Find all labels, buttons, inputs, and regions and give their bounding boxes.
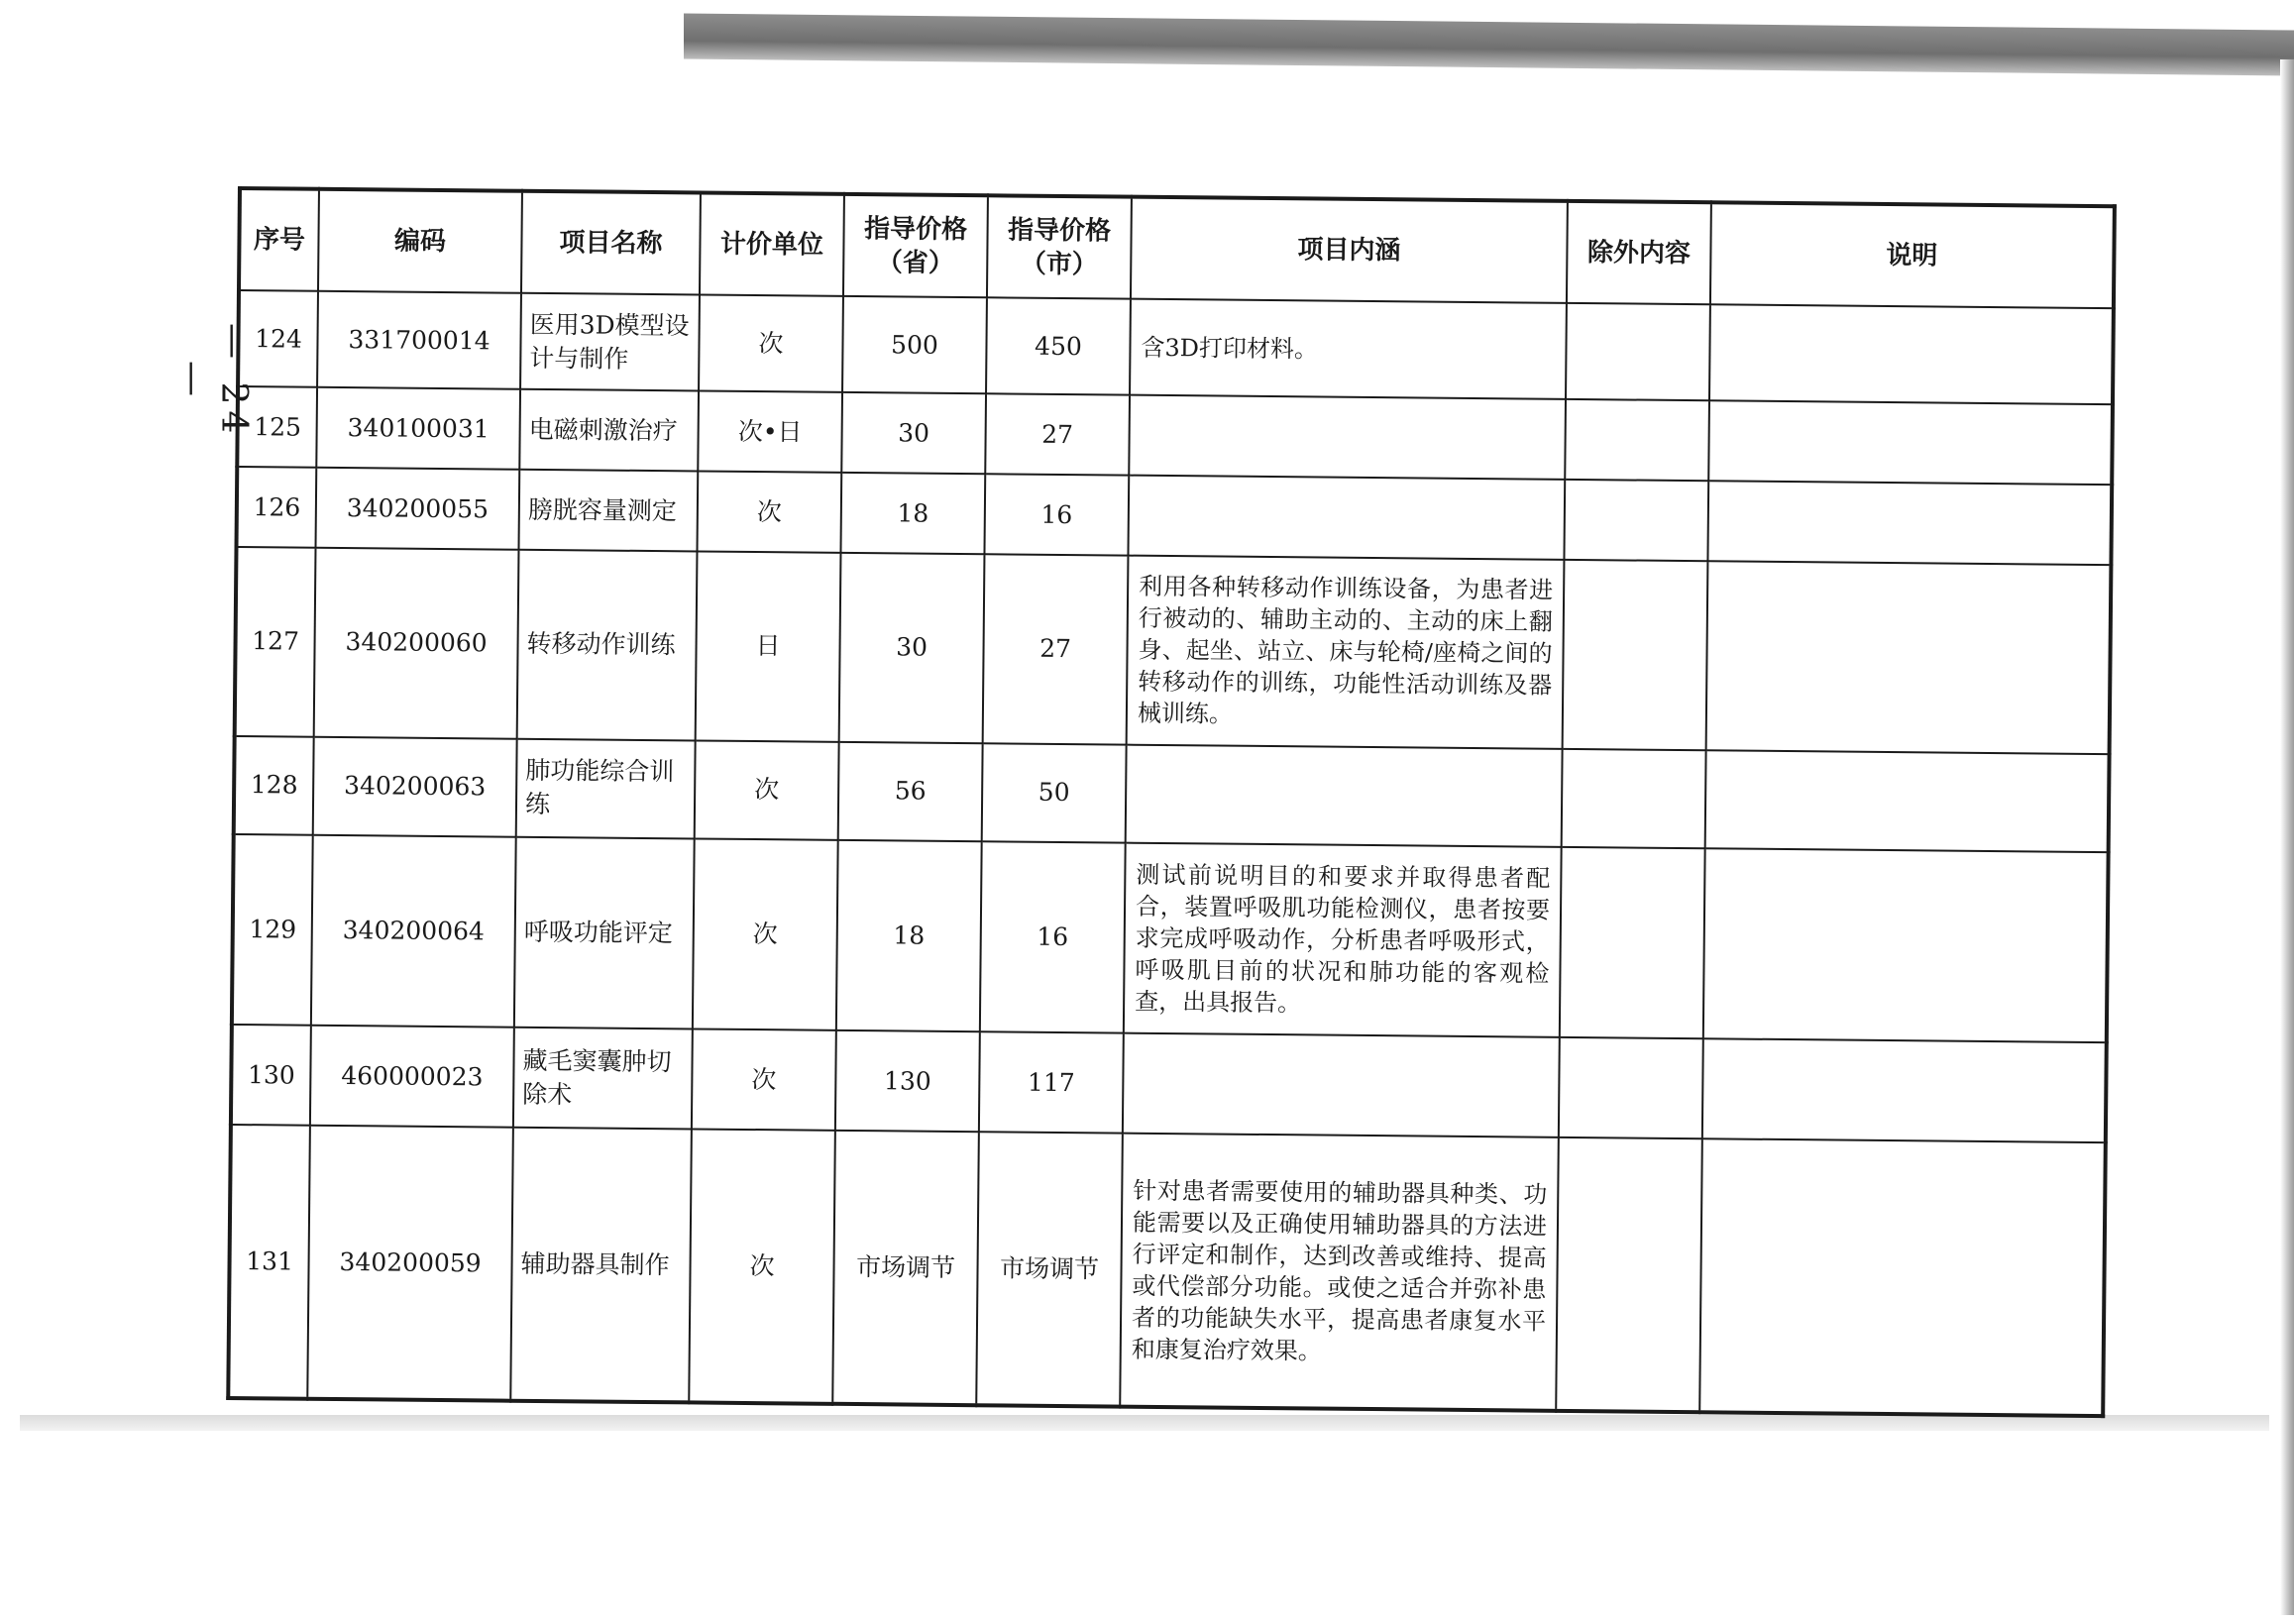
header-name: 项目名称 (521, 191, 701, 295)
cell-content (1123, 1033, 1560, 1137)
cell-price-city: 450 (986, 297, 1131, 395)
table-row (234, 736, 2110, 852)
cell-content: 针对患者需要使用的辅助器具种类、功能需要以及正确使用辅助器具的方法进行评定和制作，达到改善或维持、提高或代偿部分功能。或使之适合并弥补患者的功能缺失水平，提高患者康复水平和康复治疗效果。 (1120, 1134, 1559, 1411)
cell-seq: 131 (228, 1125, 310, 1398)
price-table (226, 186, 2117, 1418)
cell-price-prov: 30 (839, 553, 985, 743)
cell-price-city: 27 (985, 393, 1130, 475)
cell-price-city: 117 (979, 1031, 1124, 1134)
cell-code: 340100031 (316, 387, 520, 470)
scan-shadow-right (2280, 59, 2294, 1615)
cell-unit: 次•日 (698, 391, 842, 473)
cell-note (1708, 400, 2113, 485)
table-row (231, 1025, 2107, 1142)
header-code: 编码 (318, 189, 522, 293)
cell-exclusion (1566, 303, 1710, 401)
cell-unit: 次 (693, 838, 838, 1030)
cell-code: 331700014 (317, 291, 521, 389)
cell-note (1709, 304, 2114, 404)
cell-unit: 次 (699, 294, 843, 392)
cell-code: 340200060 (314, 548, 519, 738)
cell-note (1702, 1038, 2107, 1142)
cell-price-city: 16 (984, 474, 1129, 555)
header-seq: 序号 (239, 188, 319, 291)
cell-name: 转移动作训练 (517, 550, 698, 740)
cell-seq: 125 (237, 386, 317, 468)
page-number: — 24 — (172, 323, 254, 440)
cell-price-city: 16 (980, 841, 1126, 1033)
cell-price-city: 27 (983, 554, 1129, 744)
cell-code: 340200064 (311, 835, 516, 1028)
cell-price-prov: 18 (836, 840, 982, 1032)
cell-price-prov: 56 (838, 741, 983, 841)
cell-unit: 次 (692, 1029, 836, 1132)
cell-price-prov: 30 (841, 392, 986, 474)
cell-unit: 次 (689, 1130, 835, 1404)
header-exclusion: 除外内容 (1567, 201, 1711, 304)
cell-name: 呼吸功能评定 (514, 837, 695, 1029)
cell-price-prov: 市场调节 (832, 1131, 979, 1405)
cell-price-prov: 500 (842, 296, 987, 394)
cell-note (1703, 848, 2109, 1042)
cell-exclusion (1560, 847, 1705, 1039)
cell-note (1705, 750, 2110, 852)
cell-note (1707, 481, 2112, 565)
cell-code: 460000023 (310, 1026, 514, 1128)
cell-unit: 日 (696, 552, 841, 742)
cell-content (1129, 395, 1566, 480)
cell-code: 340200055 (316, 468, 520, 550)
cell-content (1128, 476, 1565, 560)
price-table-wrapper (226, 186, 2113, 1418)
cell-content (1126, 744, 1563, 846)
header-price-prov: 指导价格（省） (843, 194, 988, 297)
cell-exclusion (1559, 1037, 1703, 1139)
cell-unit: 次 (697, 472, 841, 553)
cell-price-city: 50 (982, 743, 1127, 843)
cell-note (1706, 561, 2112, 753)
cell-seq: 127 (235, 547, 316, 736)
cell-name: 肺功能综合训练 (516, 738, 696, 838)
cell-exclusion (1564, 480, 1708, 561)
table-header-row (239, 188, 2115, 308)
cell-seq: 128 (234, 736, 314, 835)
cell-seq: 130 (231, 1025, 311, 1126)
cell-price-prov: 130 (835, 1030, 980, 1133)
cell-code: 340200059 (307, 1126, 513, 1400)
header-unit: 计价单位 (700, 192, 844, 295)
cell-exclusion (1562, 748, 1706, 848)
header-price-city: 指导价格（市） (987, 195, 1132, 298)
table-row (228, 1125, 2106, 1416)
cell-content: 测试前说明目的和要求并取得患者配合，装置呼吸肌功能检测仪，患者按要求完成呼吸动作，分析患者呼吸形式，呼吸肌目前的状况和肺功能的客观检查，出具报告。 (1124, 842, 1562, 1037)
cell-name: 辅助器具制作 (510, 1128, 692, 1402)
cell-exclusion (1563, 560, 1708, 750)
cell-name: 膀胱容量测定 (518, 470, 698, 552)
cell-seq: 129 (232, 834, 313, 1026)
cell-unit: 次 (695, 740, 839, 840)
scan-shadow-bottom (20, 1415, 2269, 1431)
table-row (235, 547, 2112, 754)
cell-name: 电磁刺激治疗 (519, 389, 699, 472)
cell-seq: 126 (237, 467, 317, 548)
cell-exclusion (1565, 399, 1709, 481)
cell-code: 340200063 (313, 736, 517, 836)
cell-price-prov: 18 (840, 473, 985, 554)
cell-seq: 124 (238, 290, 318, 387)
cell-exclusion (1556, 1137, 1702, 1412)
scan-shadow-top (684, 13, 2294, 75)
header-note: 说明 (1710, 202, 2115, 308)
cell-name: 藏毛窦囊肿切除术 (513, 1028, 693, 1130)
table-row (238, 290, 2114, 404)
cell-name: 医用3D模型设计与制作 (520, 293, 700, 391)
cell-price-city: 市场调节 (976, 1133, 1123, 1407)
cell-content: 利用各种转移动作训练设备，为患者进行被动的、辅助主动的、主动的床上翻身、起坐、站立、床与轮椅/座椅之间的转移动作的训练，功能性活动训练及器械训练。 (1127, 556, 1565, 749)
table-row (232, 834, 2109, 1043)
cell-content: 含3D打印材料。 (1130, 299, 1567, 399)
header-content: 项目内涵 (1131, 197, 1568, 303)
cell-note (1699, 1139, 2106, 1416)
